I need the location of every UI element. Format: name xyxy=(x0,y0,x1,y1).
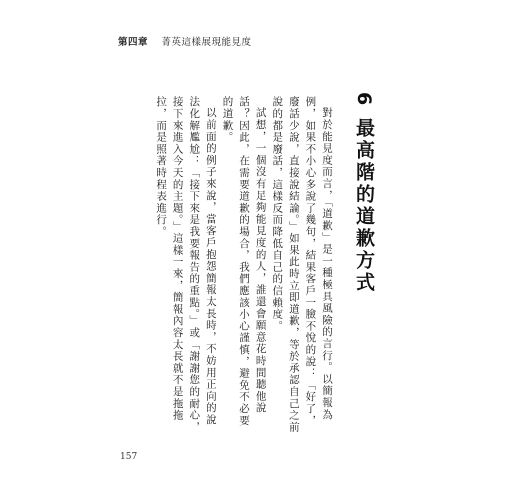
section-title: 6 最高階的道歉方式 xyxy=(353,92,375,294)
body-text xyxy=(120,96,335,436)
running-header xyxy=(118,34,252,48)
chapter-label: 第四章 xyxy=(118,37,149,48)
chapter-title: 菁英這樣展現能見度 xyxy=(161,37,252,48)
paragraph: 以前面的例子來說，當客戶抱怨簡報太長時，不妨用正向的說法化解尷尬：「接下來是我要報告的重點。」或「謝謝您的耐心，接下來進入今天的主題。」這樣一來，簡報內容太長就不是拖拖拉，而是照著時程表進行。 xyxy=(155,96,217,433)
paragraph: 試想，一個沒有足夠能見度的人，誰還會願意花時間聽他說話？因此，在需要道歉的場合，我們應該小心謹慎，避免不必要的道歉。 xyxy=(221,96,267,427)
page-number: 157 xyxy=(120,452,138,462)
paragraph: 對於能見度而言，「道歉」是一種極具風險的言行。以簡報為例，如果不小心多說了幾句，結果客戶一臉不悅的說：「好了，廢話少說，直接說結論。」如果此時立即道歉，等於承認自己之前說的都是廢話，這樣反而降低自己的信賴度。 xyxy=(271,96,333,433)
